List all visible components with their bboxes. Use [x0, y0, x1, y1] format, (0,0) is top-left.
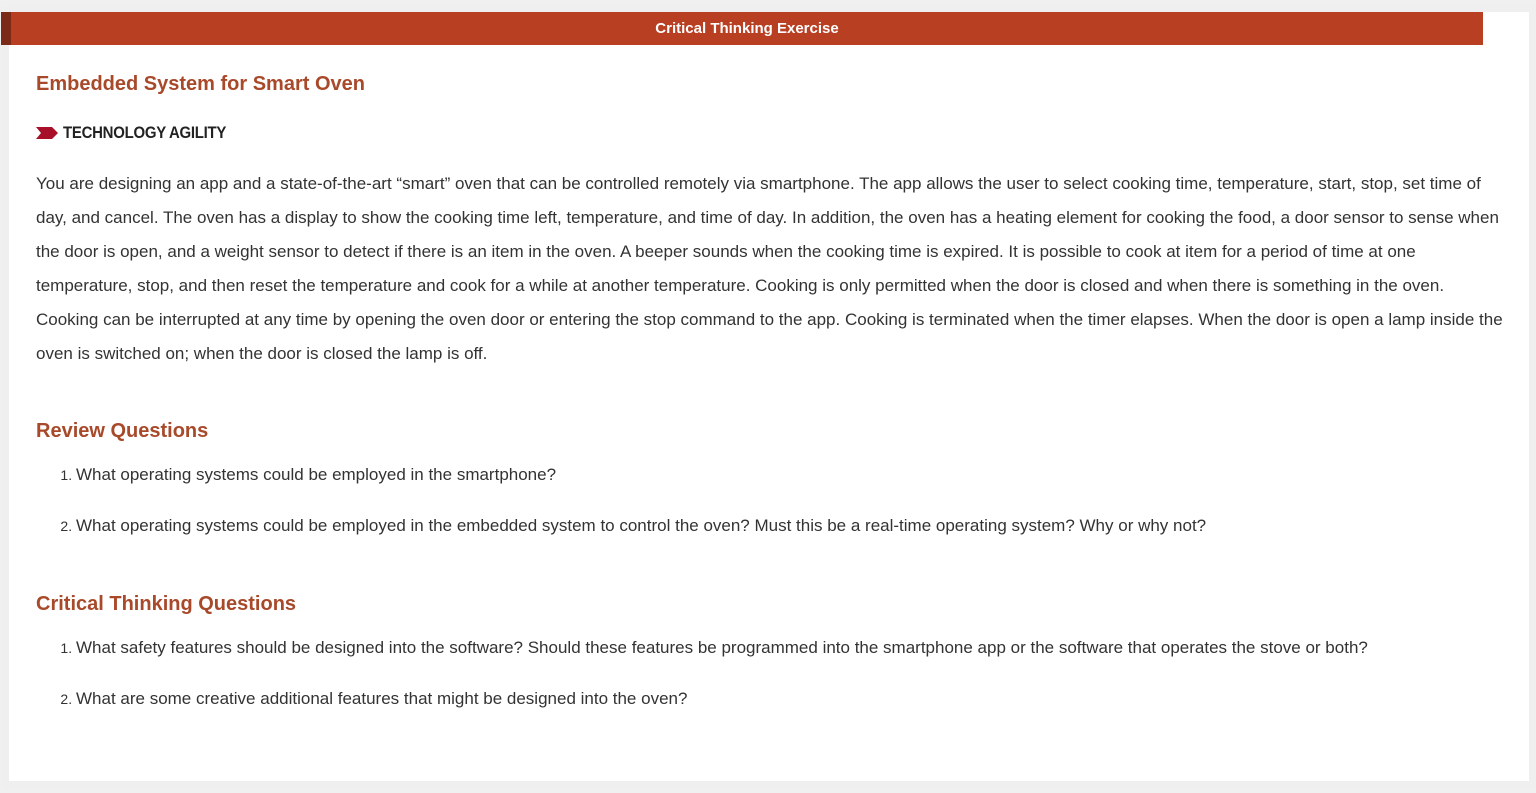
review-question: 2. What operating systems could be employed in the embedded system to control the oven? Must this be a real-time operating system? Why or why not?	[76, 514, 1511, 538]
page-title: Embedded System for Smart Oven	[36, 73, 365, 95]
critical-question: 2. What are some creative additional features that might be designed into the oven?	[76, 687, 1511, 711]
ribbon-arrow-icon	[36, 127, 58, 139]
review-questions-heading: Review Questions	[36, 420, 209, 442]
critical-thinking-list	[36, 636, 1511, 711]
review-questions-list	[36, 463, 1511, 538]
critical-question: 1. What safety features should be designed into the software? Should these features be programmed into the smartphone app or the software that operates the stove or both?	[76, 636, 1511, 660]
topic-tag	[36, 122, 1511, 144]
exercise-card	[1, 4, 1536, 789]
scenario-paragraph: You are designing an app and a state-of-the-art “smart” oven that can be controlled remotely via smartphone. The app allows the user to select cooking time, temperature, start, stop, set time of day, and cancel. The oven has a display to show the cooking time left, temperature, and time of day. In addition, the oven has a heating element for cooking the food, a door sensor to sense when the door is open, and a weight sensor to detect if there is an item in the oven. A beeper sounds when the cooking time is expired. It is possible to cook at item for a period of time at one temperature, stop, and then reset the temperature and cook for a while at another temperature. Cooking is only permitted when the door is closed and when there is something in the oven. Cooking can be interrupted at any time by opening the oven door or entering the stop command to the app. Cooking is terminated when the timer elapses. When the door is open a lamp inside the oven is switched on; when the door is closed the lamp is off.	[36, 174, 1503, 363]
review-question: 1. What operating systems could be employed in the smartphone?	[76, 463, 1511, 487]
exercise-content	[36, 72, 1511, 738]
critical-thinking-heading: Critical Thinking Questions	[36, 593, 297, 615]
exercise-header: Critical Thinking Exercise	[1, 12, 1483, 45]
topic-tag-label: TECHNOLOGY AGILITY	[63, 123, 227, 142]
